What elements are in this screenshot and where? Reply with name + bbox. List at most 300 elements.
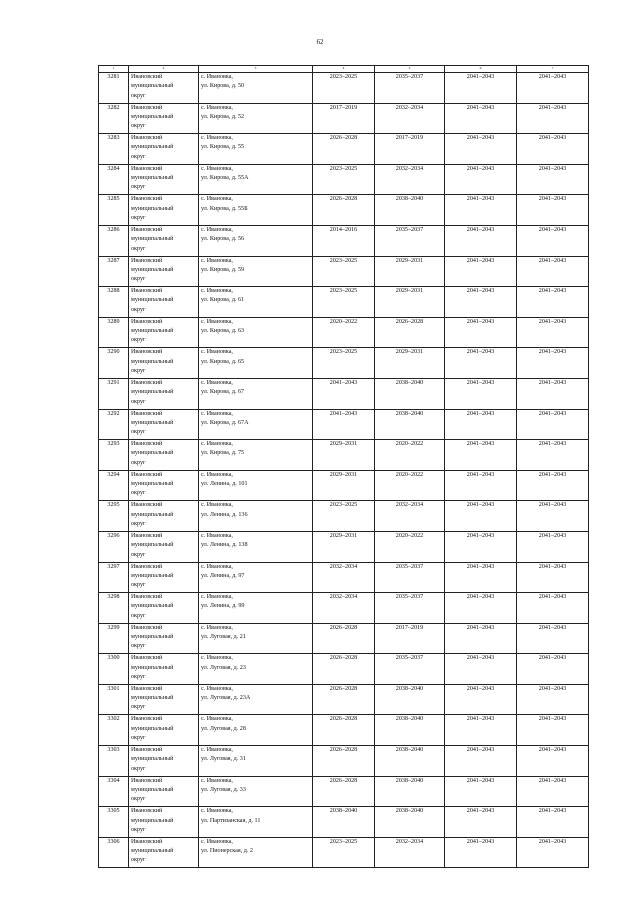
district-cell	[129, 715, 199, 746]
period-col-6: 2041–2043	[466, 532, 495, 539]
district-cell	[129, 225, 199, 256]
period-cell-5	[375, 531, 445, 562]
period-cell-7	[517, 134, 589, 165]
address-street: ул. Кирова, д. 55	[201, 144, 245, 151]
address-locality: с. Ивановка,	[201, 471, 233, 478]
period-cell-5	[375, 470, 445, 501]
row-number-cell	[99, 715, 129, 746]
district-type: муниципальный	[131, 144, 174, 151]
period-cell-6	[445, 684, 517, 715]
address-street: ул. Кирова, д. 75	[201, 450, 245, 457]
row-number-cell	[99, 807, 129, 838]
period-col-6: 2041–2043	[466, 257, 495, 264]
district-cell	[129, 103, 199, 134]
period-col-6: 2041–2043	[466, 379, 495, 386]
address-cell	[199, 134, 313, 165]
period-col-6: 2041–2043	[466, 135, 495, 142]
row-number-cell	[99, 73, 129, 104]
period-col-4: 2023–2025	[329, 838, 358, 845]
column-number: 7	[517, 66, 589, 73]
district-cell	[129, 256, 199, 287]
period-col-4: 2026–2028	[329, 685, 358, 692]
table-row	[99, 470, 589, 501]
address-street: ул. Пионерская, д. 2	[201, 848, 253, 855]
period-col-4: 2026–2028	[329, 655, 358, 662]
period-col-4: 2032–2034	[329, 563, 358, 570]
period-col-6: 2041–2043	[466, 165, 495, 172]
period-cell-5	[375, 746, 445, 777]
period-cell-4	[313, 287, 375, 318]
period-cell-5	[375, 654, 445, 685]
period-col-4: 2029–2031	[329, 471, 358, 478]
address-cell	[199, 715, 313, 746]
address-street: ул. Кирова, д. 55Б	[201, 205, 248, 212]
address-cell	[199, 164, 313, 195]
page-number: 62	[316, 38, 324, 46]
district-cell	[129, 807, 199, 838]
period-cell-6	[445, 440, 517, 471]
period-cell-4	[313, 654, 375, 685]
period-cell-6	[445, 654, 517, 685]
period-col-4: 2023–2025	[329, 288, 358, 295]
table-row	[99, 746, 589, 777]
row-number: 3296	[107, 532, 120, 539]
address-cell	[199, 776, 313, 807]
district-cell	[129, 776, 199, 807]
period-col-6: 2041–2043	[466, 624, 495, 631]
district-kind: округ	[131, 643, 146, 650]
district-kind: округ	[131, 276, 146, 283]
period-cell-5	[375, 501, 445, 532]
district-kind: округ	[131, 459, 146, 466]
district-cell	[129, 348, 199, 379]
address-street: ул. Луговая, д. 21	[201, 633, 246, 640]
address-street: ул. Луговая, д. 23А	[201, 695, 251, 702]
period-col-5: 2017–2019	[395, 135, 424, 142]
address-locality: с. Ивановка,	[201, 594, 233, 601]
period-col-5: 2029–2031	[395, 288, 424, 295]
period-cell-6	[445, 593, 517, 624]
table-row	[99, 195, 589, 226]
period-col-5: 2038–2040	[395, 777, 424, 784]
district-cell	[129, 470, 199, 501]
district-name: Ивановский	[131, 502, 163, 509]
address-street: ул. Ленина, д. 97	[201, 572, 245, 579]
address-street: ул. Кирова, д. 55А	[201, 175, 249, 182]
period-cell-5	[375, 837, 445, 868]
district-kind: округ	[131, 704, 146, 711]
period-col-7: 2041–2043	[538, 441, 567, 448]
address-locality: с. Ивановка,	[201, 655, 233, 662]
row-number: 3298	[107, 594, 120, 601]
period-col-5: 2035–2037	[395, 594, 424, 601]
period-cell-5	[375, 593, 445, 624]
period-cell-7	[517, 348, 589, 379]
district-type: муниципальный	[131, 266, 174, 273]
table-row	[99, 623, 589, 654]
row-number-cell	[99, 531, 129, 562]
period-cell-7	[517, 470, 589, 501]
district-kind: округ	[131, 612, 146, 619]
period-cell-5	[375, 134, 445, 165]
period-cell-6	[445, 470, 517, 501]
period-cell-7	[517, 715, 589, 746]
district-kind: округ	[131, 123, 146, 130]
period-col-4: 2041–2043	[329, 379, 358, 386]
period-col-7: 2041–2043	[538, 838, 567, 845]
district-kind: округ	[131, 306, 146, 313]
district-type: муниципальный	[131, 358, 174, 365]
period-cell-6	[445, 378, 517, 409]
table-row	[99, 134, 589, 165]
district-name: Ивановский	[131, 196, 163, 203]
district-name: Ивановский	[131, 594, 163, 601]
row-number-cell	[99, 287, 129, 318]
period-col-7: 2041–2043	[538, 747, 567, 754]
period-cell-7	[517, 73, 589, 104]
period-cell-6	[445, 837, 517, 868]
table-row	[99, 837, 589, 868]
district-type: муниципальный	[131, 83, 174, 90]
address-locality: с. Ивановка,	[201, 318, 233, 325]
address-cell	[199, 531, 313, 562]
period-col-5: 2038–2040	[395, 379, 424, 386]
period-col-7: 2041–2043	[538, 74, 567, 80]
district-cell	[129, 134, 199, 165]
period-col-7: 2041–2043	[538, 685, 567, 692]
address-locality: с. Ивановка,	[201, 288, 233, 295]
district-type: муниципальный	[131, 848, 174, 855]
period-cell-6	[445, 134, 517, 165]
period-cell-4	[313, 225, 375, 256]
district-name: Ивановский	[131, 747, 163, 754]
address-cell	[199, 73, 313, 104]
period-col-7: 2041–2043	[538, 532, 567, 539]
district-cell	[129, 73, 199, 104]
address-locality: с. Ивановка,	[201, 624, 233, 631]
row-number-cell	[99, 593, 129, 624]
period-cell-4	[313, 103, 375, 134]
district-cell	[129, 501, 199, 532]
district-kind: округ	[131, 245, 146, 252]
period-cell-4	[313, 348, 375, 379]
table-row	[99, 715, 589, 746]
row-number: 3302	[107, 716, 120, 723]
district-name: Ивановский	[131, 716, 163, 723]
period-col-6: 2041–2043	[466, 685, 495, 692]
period-cell-6	[445, 562, 517, 593]
table-row	[99, 807, 589, 838]
period-cell-7	[517, 103, 589, 134]
address-locality: с. Ивановка,	[201, 104, 233, 111]
period-cell-7	[517, 164, 589, 195]
district-name: Ивановский	[131, 349, 163, 356]
row-number-cell	[99, 440, 129, 471]
district-type: муниципальный	[131, 511, 174, 518]
district-type: муниципальный	[131, 297, 174, 304]
period-cell-6	[445, 195, 517, 226]
period-cell-4	[313, 562, 375, 593]
table-body	[99, 73, 589, 868]
period-cell-6	[445, 317, 517, 348]
period-col-6: 2041–2043	[466, 349, 495, 356]
address-street: ул. Кирова, д. 56	[201, 236, 245, 243]
period-cell-5	[375, 684, 445, 715]
row-number-cell	[99, 409, 129, 440]
period-col-6: 2041–2043	[466, 196, 495, 203]
district-cell	[129, 654, 199, 685]
district-type: муниципальный	[131, 450, 174, 457]
period-col-7: 2041–2043	[538, 257, 567, 264]
table-row	[99, 287, 589, 318]
period-cell-4	[313, 623, 375, 654]
district-name: Ивановский	[131, 379, 163, 386]
period-cell-6	[445, 623, 517, 654]
period-cell-5	[375, 562, 445, 593]
district-cell	[129, 287, 199, 318]
table-row	[99, 348, 589, 379]
period-col-7: 2041–2043	[538, 196, 567, 203]
address-cell	[199, 195, 313, 226]
period-col-7: 2041–2043	[538, 349, 567, 356]
district-cell	[129, 531, 199, 562]
period-cell-7	[517, 807, 589, 838]
period-cell-6	[445, 73, 517, 104]
district-kind: округ	[131, 582, 146, 589]
district-name: Ивановский	[131, 532, 163, 539]
row-number: 3291	[107, 379, 120, 386]
period-cell-6	[445, 164, 517, 195]
address-locality: с. Ивановка,	[201, 747, 233, 754]
period-cell-7	[517, 501, 589, 532]
period-col-5: 2017–2019	[395, 624, 424, 631]
district-kind: округ	[131, 92, 146, 99]
period-cell-6	[445, 348, 517, 379]
period-cell-6	[445, 409, 517, 440]
district-name: Ивановский	[131, 318, 163, 325]
district-name: Ивановский	[131, 685, 163, 692]
district-type: муниципальный	[131, 542, 174, 549]
period-cell-4	[313, 746, 375, 777]
row-number-cell	[99, 348, 129, 379]
period-col-5: 2020–2022	[395, 441, 424, 448]
period-cell-7	[517, 225, 589, 256]
period-col-6: 2041–2043	[466, 288, 495, 295]
period-cell-4	[313, 593, 375, 624]
period-col-7: 2041–2043	[538, 777, 567, 784]
address-cell	[199, 654, 313, 685]
district-name: Ивановский	[131, 74, 163, 80]
district-kind: округ	[131, 857, 146, 864]
column-number: 4	[313, 66, 375, 73]
period-col-6: 2041–2043	[466, 747, 495, 754]
period-cell-4	[313, 715, 375, 746]
row-number-cell	[99, 378, 129, 409]
row-number: 3287	[107, 257, 120, 264]
district-cell	[129, 746, 199, 777]
period-cell-6	[445, 501, 517, 532]
period-col-7: 2041–2043	[538, 502, 567, 509]
period-col-5: 2032–2034	[395, 502, 424, 509]
district-name: Ивановский	[131, 563, 163, 570]
address-cell	[199, 684, 313, 715]
address-street: ул. Кирова, д. 65	[201, 358, 245, 365]
district-cell	[129, 440, 199, 471]
period-col-4: 2023–2025	[329, 165, 358, 172]
period-cell-5	[375, 807, 445, 838]
address-locality: с. Ивановка,	[201, 226, 233, 233]
address-cell	[199, 807, 313, 838]
period-cell-7	[517, 837, 589, 868]
address-locality: с. Ивановка,	[201, 165, 233, 172]
period-cell-6	[445, 103, 517, 134]
address-cell	[199, 287, 313, 318]
district-name: Ивановский	[131, 226, 163, 233]
period-cell-7	[517, 776, 589, 807]
period-cell-6	[445, 715, 517, 746]
period-col-5: 2029–2031	[395, 349, 424, 356]
district-type: муниципальный	[131, 572, 174, 579]
district-type: муниципальный	[131, 786, 174, 793]
district-cell	[129, 195, 199, 226]
district-name: Ивановский	[131, 257, 163, 264]
period-cell-7	[517, 409, 589, 440]
district-kind: округ	[131, 765, 146, 772]
address-cell	[199, 593, 313, 624]
row-number-cell	[99, 501, 129, 532]
period-col-5: 2032–2034	[395, 838, 424, 845]
address-street: ул. Кирова, д. 50	[201, 83, 245, 90]
district-cell	[129, 164, 199, 195]
period-cell-7	[517, 623, 589, 654]
row-number: 3306	[107, 838, 120, 845]
period-cell-5	[375, 287, 445, 318]
period-col-6: 2041–2043	[466, 104, 495, 111]
district-type: муниципальный	[131, 725, 174, 732]
period-col-4: 2026–2028	[329, 135, 358, 142]
district-type: муниципальный	[131, 756, 174, 763]
address-street: ул. Луговая, д. 31	[201, 756, 246, 763]
period-col-6: 2041–2043	[466, 226, 495, 233]
row-number: 3281	[107, 74, 120, 80]
district-kind: округ	[131, 398, 146, 405]
district-type: муниципальный	[131, 175, 174, 182]
address-locality: с. Ивановка,	[201, 685, 233, 692]
period-cell-7	[517, 746, 589, 777]
period-col-5: 2035–2037	[395, 655, 424, 662]
period-col-4: 2026–2028	[329, 196, 358, 203]
row-number-cell	[99, 623, 129, 654]
table-row	[99, 776, 589, 807]
period-col-5: 2029–2031	[395, 257, 424, 264]
address-cell	[199, 256, 313, 287]
period-cell-6	[445, 746, 517, 777]
address-locality: с. Ивановка,	[201, 502, 233, 509]
address-street: ул. Кирова, д. 67	[201, 389, 245, 396]
period-col-5: 2035–2037	[395, 563, 424, 570]
address-cell	[199, 746, 313, 777]
address-locality: с. Ивановка,	[201, 257, 233, 264]
period-cell-5	[375, 623, 445, 654]
table-row	[99, 225, 589, 256]
period-col-5: 2035–2037	[395, 226, 424, 233]
period-col-5: 2026–2028	[395, 318, 424, 325]
district-name: Ивановский	[131, 838, 163, 845]
district-cell	[129, 623, 199, 654]
table-row	[99, 378, 589, 409]
address-locality: с. Ивановка,	[201, 563, 233, 570]
column-number: 6	[445, 66, 517, 73]
address-locality: с. Ивановка,	[201, 74, 233, 80]
row-number: 3300	[107, 655, 120, 662]
address-street: ул. Кирова, д. 67А	[201, 419, 249, 426]
period-col-6: 2041–2043	[466, 655, 495, 662]
address-locality: с. Ивановка,	[201, 808, 233, 815]
address-cell	[199, 562, 313, 593]
address-locality: с. Ивановка,	[201, 838, 233, 845]
address-street: ул. Кирова, д. 63	[201, 328, 245, 335]
district-cell	[129, 378, 199, 409]
period-col-6: 2041–2043	[466, 716, 495, 723]
row-number: 3299	[107, 624, 120, 631]
address-street: ул. Луговая, д. 33	[201, 786, 246, 793]
period-cell-5	[375, 409, 445, 440]
table-row	[99, 164, 589, 195]
address-locality: с. Ивановка,	[201, 410, 233, 417]
period-col-4: 2026–2028	[329, 716, 358, 723]
period-col-6: 2041–2043	[466, 563, 495, 570]
period-col-4: 2026–2028	[329, 747, 358, 754]
district-name: Ивановский	[131, 165, 163, 172]
period-cell-5	[375, 256, 445, 287]
period-col-6: 2041–2043	[466, 441, 495, 448]
district-kind: округ	[131, 214, 146, 221]
period-cell-7	[517, 256, 589, 287]
address-street: ул. Луговая, д. 23	[201, 664, 246, 671]
period-col-6: 2041–2043	[466, 471, 495, 478]
row-number: 3305	[107, 808, 120, 815]
period-col-7: 2041–2043	[538, 104, 567, 111]
district-type: муниципальный	[131, 419, 174, 426]
address-street: ул. Ленина, д. 101	[201, 481, 248, 488]
period-col-6: 2041–2043	[466, 777, 495, 784]
district-kind: округ	[131, 153, 146, 160]
address-street: ул. Кирова, д. 61	[201, 297, 245, 304]
period-col-4: 2023–2025	[329, 502, 358, 509]
period-cell-7	[517, 195, 589, 226]
period-col-7: 2041–2043	[538, 135, 567, 142]
row-number-cell	[99, 776, 129, 807]
period-col-5: 2020–2022	[395, 532, 424, 539]
period-cell-4	[313, 378, 375, 409]
table-row	[99, 73, 589, 104]
period-col-5: 2038–2040	[395, 685, 424, 692]
district-name: Ивановский	[131, 135, 163, 142]
period-cell-7	[517, 531, 589, 562]
period-col-7: 2041–2043	[538, 808, 567, 815]
period-cell-7	[517, 593, 589, 624]
period-cell-4	[313, 684, 375, 715]
period-col-4: 2026–2028	[329, 624, 358, 631]
address-cell	[199, 837, 313, 868]
row-number-cell	[99, 103, 129, 134]
period-cell-7	[517, 317, 589, 348]
row-number: 3293	[107, 441, 120, 448]
period-cell-4	[313, 470, 375, 501]
period-col-7: 2041–2043	[538, 379, 567, 386]
period-cell-5	[375, 195, 445, 226]
row-number-cell	[99, 684, 129, 715]
